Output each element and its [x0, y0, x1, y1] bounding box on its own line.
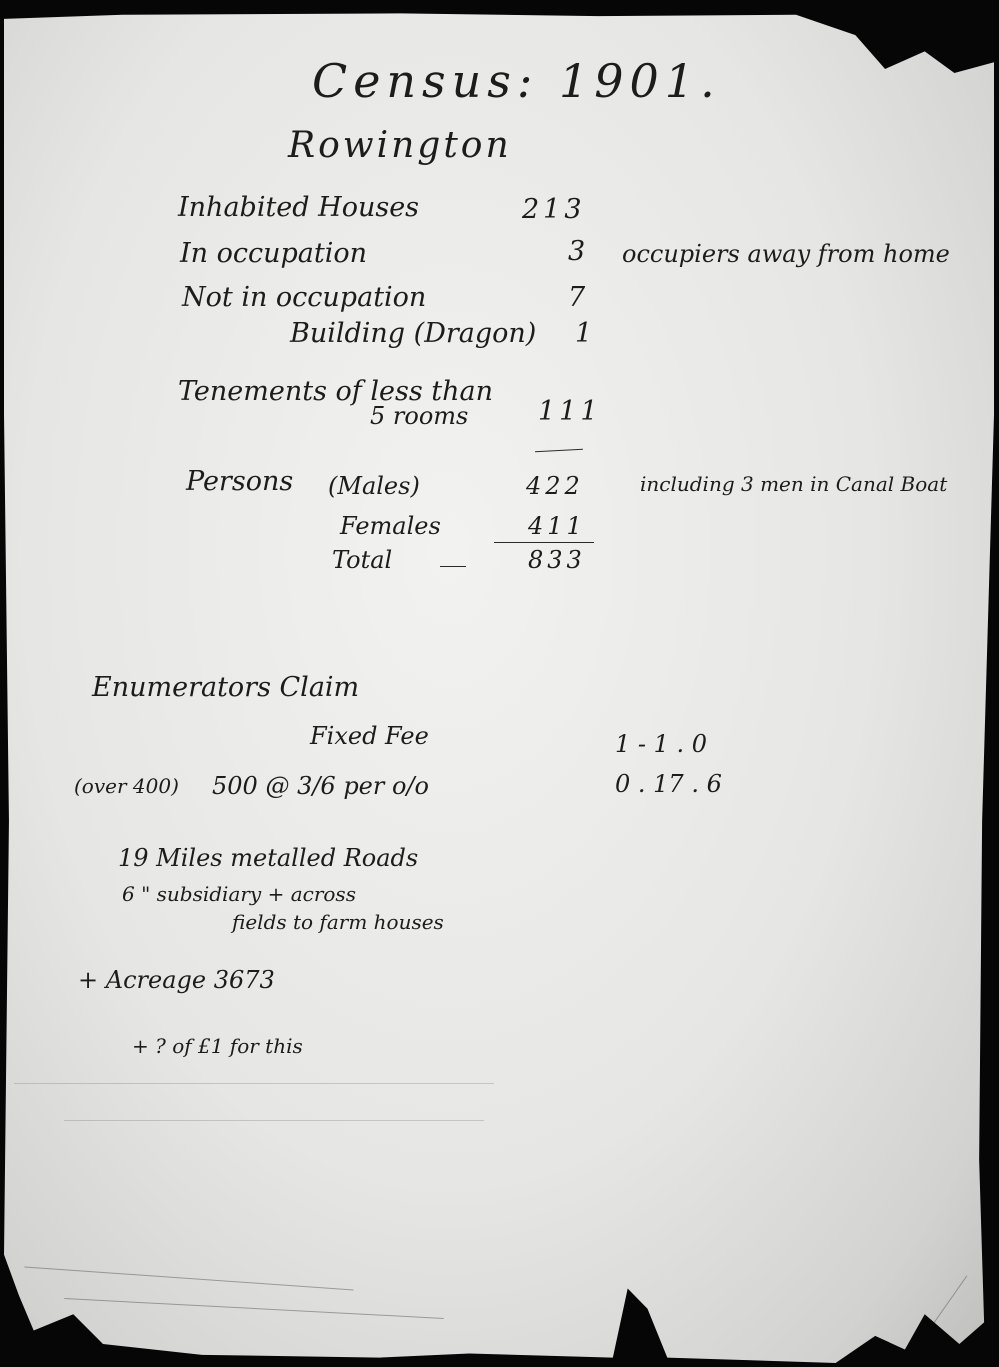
- acreage-line: + Acreage 3673: [78, 966, 275, 994]
- in-occupation-label: In occupation: [180, 238, 368, 269]
- rate-value: 0 . 17 . 6: [615, 770, 722, 798]
- paper-fold: [64, 1298, 444, 1319]
- fee-query-line: + ? of £1 for this: [132, 1034, 303, 1058]
- fixed-fee-value: 1 - 1 . 0: [615, 730, 708, 758]
- not-in-occupation-value: 7: [568, 282, 586, 313]
- males-label: (Males): [328, 472, 420, 500]
- roads-line2: 6 " subsidiary + across: [122, 882, 356, 906]
- roads-line1: 19 Miles metalled Roads: [118, 844, 419, 872]
- males-note: including 3 men in Canal Boat: [640, 472, 948, 496]
- females-value: 411: [528, 512, 586, 540]
- total-value: 833: [528, 546, 586, 574]
- paper-fold: [921, 1275, 968, 1341]
- rate-label: 500 @ 3/6 per o/o: [212, 772, 429, 800]
- total-label: Total: [332, 546, 393, 574]
- males-value: 422: [526, 472, 584, 500]
- in-occupation-note: occupiers away from home: [622, 240, 950, 268]
- inhabited-houses-label: Inhabited Houses: [178, 192, 420, 223]
- in-occupation-value: 3: [568, 236, 586, 267]
- over-400-label: (over 400): [74, 774, 179, 798]
- tenements-value: 111: [538, 396, 602, 427]
- paper-fold: [24, 1266, 353, 1290]
- building-value: 1: [575, 318, 593, 349]
- place-name: Rowington: [288, 125, 512, 166]
- paper-crease: [14, 1083, 494, 1084]
- persons-label: Persons: [186, 466, 294, 497]
- tenements-label-line2: 5 rooms: [370, 402, 469, 430]
- not-in-occupation-label: Not in occupation: [182, 282, 427, 313]
- females-label: Females: [340, 512, 441, 540]
- document-title: Census: 1901.: [312, 54, 721, 108]
- tenements-label-line1: Tenements of less than: [178, 376, 493, 407]
- inhabited-houses-value: 213: [522, 194, 586, 225]
- claim-heading: Enumerators Claim: [92, 672, 360, 703]
- total-dash: [440, 566, 466, 567]
- paper-crease: [64, 1120, 484, 1121]
- roads-line3: fields to farm houses: [232, 910, 444, 934]
- total-rule: [494, 542, 594, 543]
- fixed-fee-label: Fixed Fee: [310, 722, 429, 750]
- building-label: Building (Dragon): [290, 318, 537, 349]
